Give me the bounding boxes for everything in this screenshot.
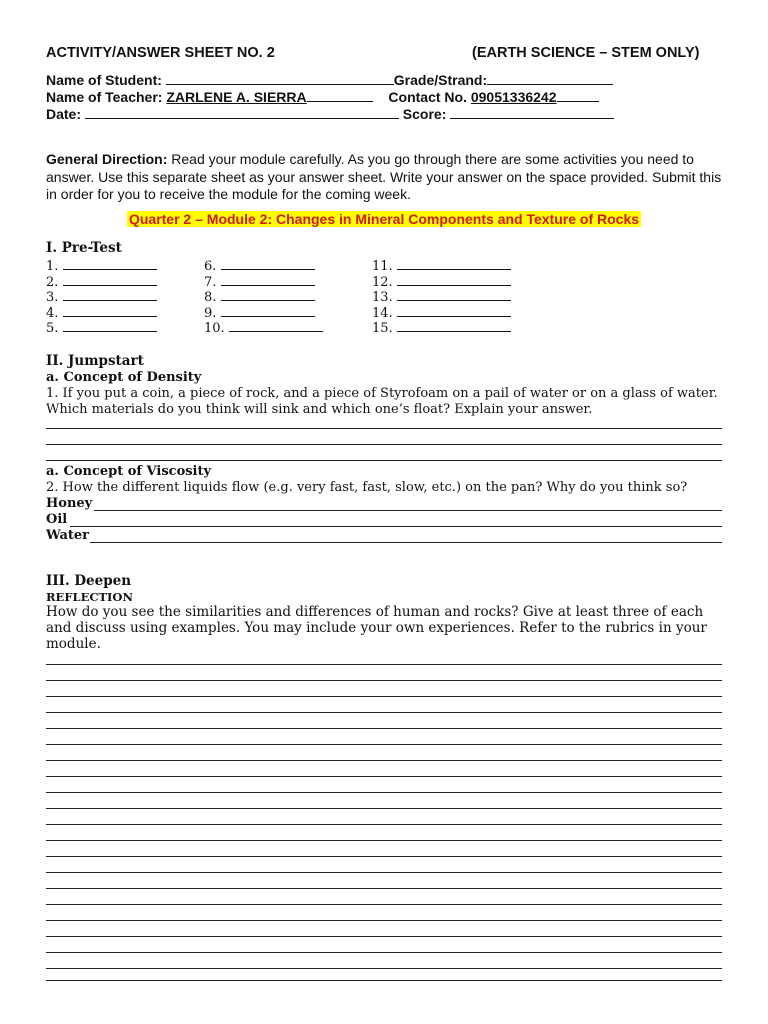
direction-text: Read your module carefully. As you go through there are some activities you need to answer. Use this separate sheet as your answer sheet. Write your answer on the space provided. Submit this in order for you to receive the module for the coming week. — [46, 151, 722, 202]
honey-label: Honey — [46, 496, 93, 511]
score-label: Score: — [402, 106, 447, 122]
pretest-item: 2. — [46, 274, 157, 290]
honey-answer-line[interactable] — [94, 510, 722, 511]
answer-line[interactable] — [46, 856, 722, 857]
answer-line[interactable] — [46, 760, 722, 761]
pretest-item: 12. — [372, 274, 511, 290]
answer-blank[interactable] — [221, 258, 315, 270]
contact-underline — [557, 89, 599, 102]
answer-line[interactable] — [46, 920, 722, 921]
answer-blank[interactable] — [63, 274, 157, 286]
answer-line[interactable] — [46, 664, 722, 665]
answer-line[interactable] — [46, 776, 722, 777]
pretest-item: 15. — [372, 320, 511, 336]
answer-blank[interactable] — [397, 258, 511, 270]
answer-blank[interactable] — [63, 320, 157, 332]
water-label: Water — [46, 528, 90, 543]
water-answer-line[interactable] — [90, 542, 722, 543]
teacher-name: ZARLENE A. SIERRA — [166, 89, 307, 105]
teacher-row — [46, 89, 599, 105]
answer-line[interactable] — [46, 936, 722, 937]
student-label: Name of Student: — [46, 72, 162, 88]
score-field[interactable] — [450, 106, 614, 119]
answer-line[interactable] — [46, 728, 722, 729]
answer-line[interactable] — [46, 980, 722, 981]
date-row — [46, 106, 614, 122]
pretest-heading: I. Pre-Test — [46, 240, 122, 256]
grade-label: Grade/Strand: — [393, 72, 488, 88]
answer-blank[interactable] — [63, 289, 157, 301]
oil-label: Oil — [46, 512, 68, 527]
answer-line[interactable] — [46, 460, 722, 461]
viscosity-heading: a. Concept of Viscosity — [46, 464, 212, 479]
grade-field[interactable] — [487, 72, 613, 85]
answer-line[interactable] — [46, 824, 722, 825]
pretest-item: 13. — [372, 289, 511, 305]
sheet-title: ACTIVITY/ANSWER SHEET NO. 2 — [46, 45, 275, 61]
answer-line[interactable] — [46, 744, 722, 745]
oil-answer-line[interactable] — [70, 526, 722, 527]
answer-blank[interactable] — [397, 305, 511, 317]
pretest-item: 4. — [46, 305, 157, 321]
honey-row — [46, 496, 92, 511]
answer-line[interactable] — [46, 952, 722, 953]
viscosity-question: 2. How the different liquids flow (e.g. very fast, fast, slow, etc.) on the pan? Why do you think so? — [46, 480, 688, 495]
reflection-heading: REFLECTION — [46, 590, 133, 604]
general-direction — [46, 151, 722, 204]
direction-label: General Direction: — [46, 151, 168, 167]
pretest-item: 1. — [46, 258, 157, 274]
answer-line[interactable] — [46, 872, 722, 873]
subject-label: (EARTH SCIENCE – STEM ONLY) — [472, 45, 700, 61]
answer-blank[interactable] — [397, 289, 511, 301]
density-question: 1. If you put a coin, a piece of rock, and a piece of Styrofoam on a pail of water or on a glass of water. Which materials do you think will sink and which one’s float? Explain your answer. — [46, 386, 718, 417]
pretest-item: 9. — [204, 305, 323, 321]
answer-line[interactable] — [46, 888, 722, 889]
pretest-item: 8. — [204, 289, 323, 305]
contact-label: Contact No. — [388, 89, 467, 105]
answer-blank[interactable] — [397, 320, 511, 332]
pretest-col-1 — [46, 258, 157, 336]
quarter-title-row — [46, 211, 722, 229]
answer-line[interactable] — [46, 792, 722, 793]
contact-number: 09051336242 — [470, 89, 557, 105]
quarter-title: Quarter 2 – Module 2: Changes in Mineral Components and Texture of Rocks — [128, 211, 640, 227]
answer-line[interactable] — [46, 968, 722, 969]
answer-blank[interactable] — [63, 305, 157, 317]
teacher-label: Name of Teacher: — [46, 89, 163, 105]
jumpstart-heading: II. Jumpstart — [46, 353, 144, 369]
pretest-item: 5. — [46, 320, 157, 336]
teacher-underline — [307, 89, 373, 102]
pretest-item: 14. — [372, 305, 511, 321]
date-label: Date: — [46, 106, 82, 122]
reflection-question: How do you see the similarities and differences of human and rocks? Give at least three of each and discuss using examples. You may include your own experiences. Refer to the rubrics in your module. — [46, 604, 707, 652]
pretest-item: 6. — [204, 258, 323, 274]
answer-blank[interactable] — [221, 289, 315, 301]
water-row — [46, 528, 89, 543]
deepen-heading: III. Deepen — [46, 573, 132, 589]
answer-blank[interactable] — [63, 258, 157, 270]
date-field[interactable] — [85, 106, 399, 119]
pretest-item: 10. — [204, 320, 323, 336]
oil-row — [46, 512, 67, 527]
answer-blank[interactable] — [397, 274, 511, 286]
pretest-item: 11. — [372, 258, 511, 274]
student-row — [46, 72, 613, 88]
answer-blank[interactable] — [221, 274, 315, 286]
pretest-col-3 — [372, 258, 511, 336]
pretest-item: 7. — [204, 274, 323, 290]
answer-line[interactable] — [46, 712, 722, 713]
answer-line[interactable] — [46, 696, 722, 697]
answer-line[interactable] — [46, 808, 722, 809]
pretest-item: 3. — [46, 289, 157, 305]
student-name-field[interactable] — [166, 72, 394, 85]
answer-line[interactable] — [46, 840, 722, 841]
density-heading: a. Concept of Density — [46, 370, 202, 385]
answer-blank[interactable] — [221, 305, 315, 317]
answer-line[interactable] — [46, 680, 722, 681]
answer-blank[interactable] — [229, 320, 323, 332]
answer-line[interactable] — [46, 904, 722, 905]
answer-line[interactable] — [46, 428, 722, 429]
pretest-col-2 — [204, 258, 323, 336]
answer-line[interactable] — [46, 444, 722, 445]
